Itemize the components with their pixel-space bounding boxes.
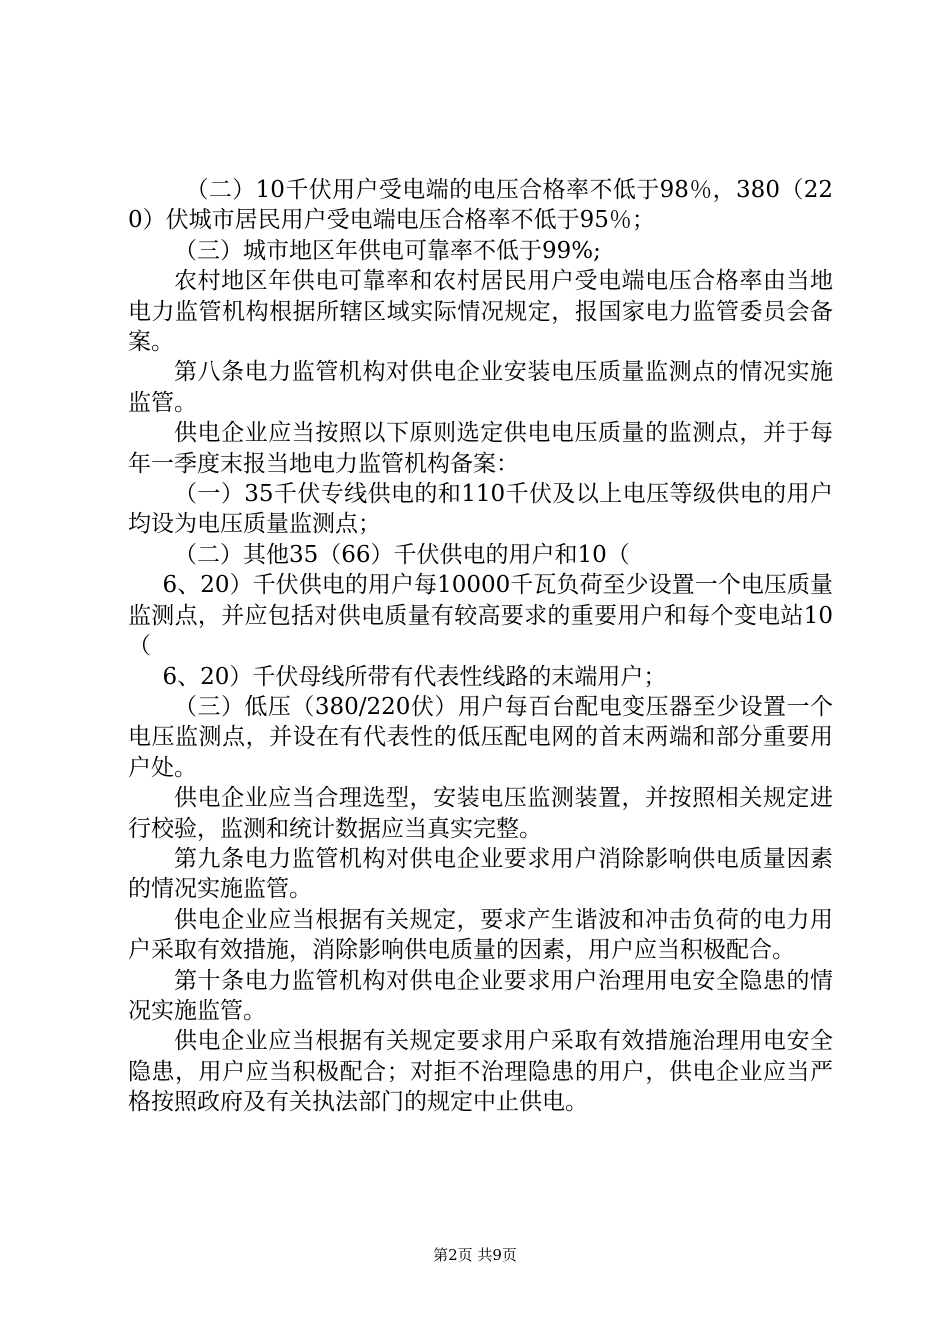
- paragraph: 农村地区年供电可靠率和农村居民用户受电端电压合格率由当地电力监管机构根据所辖区域实际情况规定，报国家电力监管委员会备案。: [128, 268, 833, 356]
- paragraph: （三）城市地区年供电可靠率不低于99%;: [174, 237, 601, 264]
- paragraph: 第八条电力监管机构对供电企业安装电压质量监测点的情况实施监管。: [128, 359, 833, 416]
- paragraph: 6、20）千伏供电的用户每10000千瓦负荷至少设置一个电压质量监测点，并应包括对供电质量有较高要求的重要用户和每个变电站10（: [128, 572, 833, 660]
- page-footer: 第2页 共9页: [433, 1246, 517, 1264]
- paragraph: （三）低压（380/220伏）用户每百台配电变压器至少设置一个电压监测点，并设在有代表性的低压配电网的首末两端和部分重要用户处。: [128, 693, 833, 781]
- paragraph: 供电企业应当根据有关规定，要求产生谐波和冲击负荷的电力用户采取有效措施，消除影响供电质量的因素，用户应当积极配合。: [128, 906, 833, 964]
- paragraph: 第九条电力监管机构对供电企业要求用户消除影响供电质量因素的情况实施监管。: [128, 845, 833, 903]
- paragraph: 供电企业应当合理选型，安装电压监测装置，并按照相关规定进行校验，监测和统计数据应当真实完整。: [128, 785, 833, 842]
- paragraph: （一）35千伏专线供电的和110千伏及以上电压等级供电的用户均设为电压质量监测点；: [128, 481, 833, 538]
- paragraph: （二）10千伏用户受电端的电压合格率不低于98％，380（220）伏城市居民用户受电端电压合格率不低于95％；: [128, 177, 833, 234]
- paragraph: 供电企业应当根据有关规定要求用户采取有效措施治理用电安全隐患，用户应当积极配合；对拒不治理隐患的用户，供电企业应当严格按照政府及有关执法部门的规定中止供电。: [128, 1028, 833, 1116]
- document-body: [128, 175, 833, 1118]
- paragraph: （二）其他35（66）千伏供电的用户和10（: [174, 541, 630, 568]
- paragraph: 6、20）千伏母线所带有代表性线路的末端用户；: [162, 663, 667, 690]
- paragraph: 第十条电力监管机构对供电企业要求用户治理用电安全隐患的情况实施监管。: [128, 967, 833, 1024]
- paragraph: 供电企业应当按照以下原则选定供电电压质量的监测点，并于每年一季度末报当地电力监管机构备案：: [128, 420, 833, 477]
